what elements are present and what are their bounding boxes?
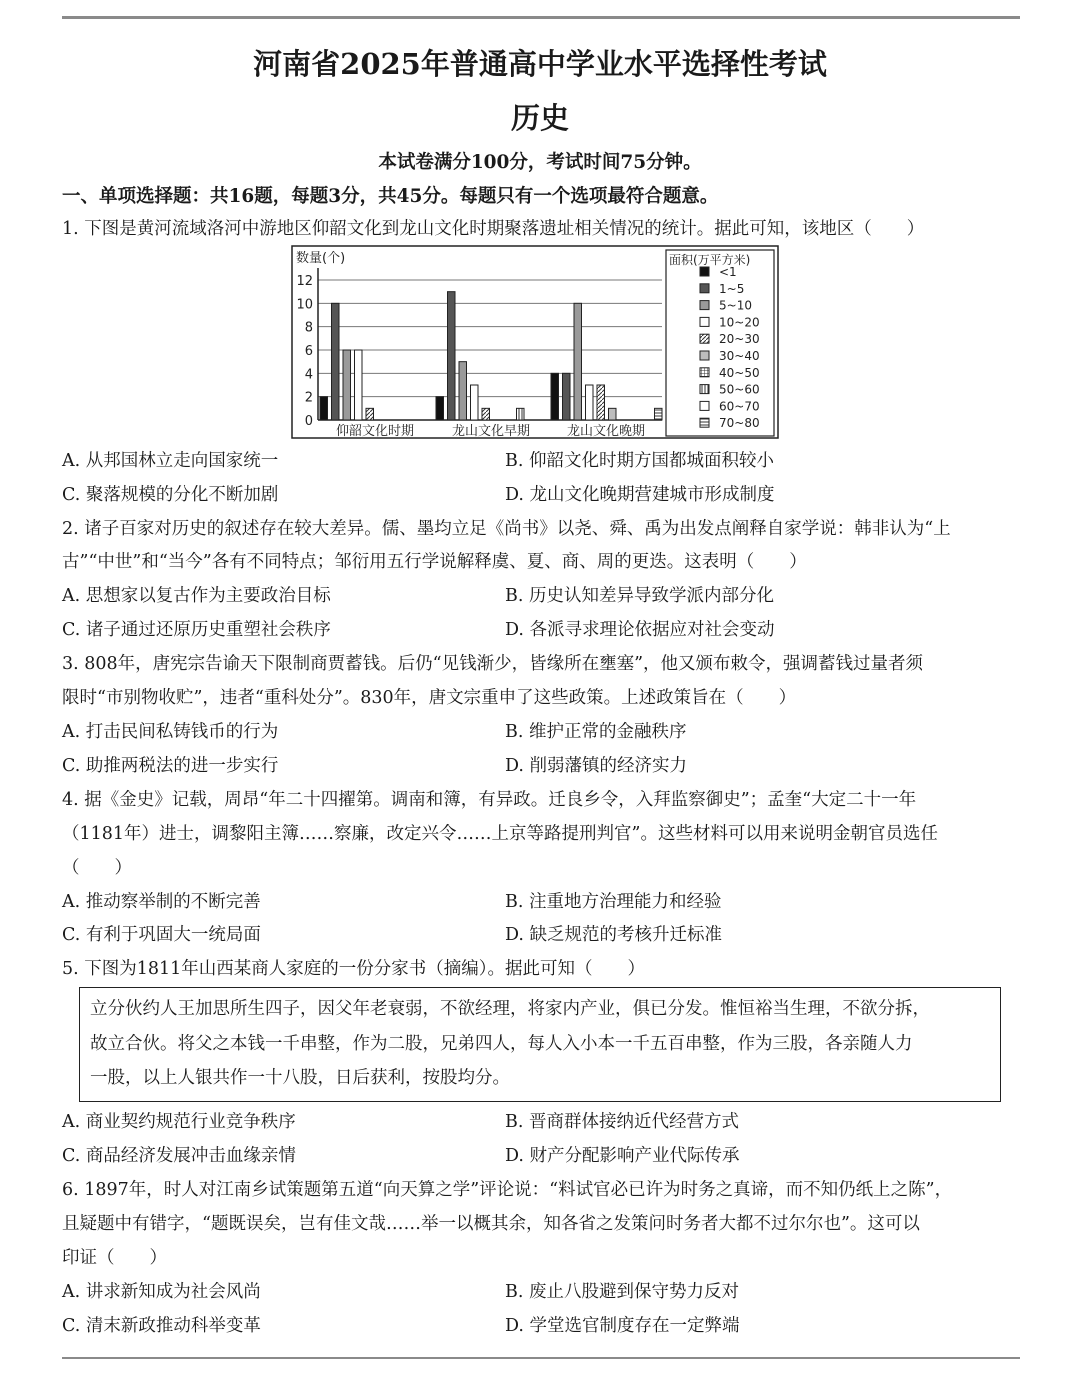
bar — [459, 362, 467, 420]
question-6-option-d: D. 学堂选官制度存在一定弊端 — [505, 1316, 740, 1336]
legend-title: 面积(万平方米) — [669, 253, 751, 267]
question-3-line-1: 3. 808年，唐宪宗告谕天下限制商贾蓄钱。后仍“见钱渐少，皆缘所在壅塞”，他又颁布敕令，强调蓄钱过量者须 — [62, 654, 924, 674]
question-2-option-c: C. 诸子通过还原历史重塑社会秩序 — [62, 620, 331, 640]
question-4-line-2: （1181年）进士，调黎阳主簿……察廉，改定兴令……上京等路提刑判官”。这些材料可以用来说明金朝官员选任 — [62, 824, 938, 844]
legend-label: 20~30 — [719, 332, 760, 347]
subject-title: 历史 — [510, 101, 569, 135]
settlement-chart — [290, 244, 780, 440]
legend-label: <1 — [719, 265, 737, 279]
top-rule — [62, 16, 1020, 19]
question-1-option-d: D. 龙山文化晚期营建城市形成制度 — [505, 485, 775, 505]
bar — [609, 408, 617, 420]
question-6-option-a: A. 讲求新知成为社会风尚 — [62, 1282, 261, 1302]
legend-swatch — [700, 267, 709, 276]
legend-swatch — [700, 385, 709, 394]
y-tick-label: 8 — [304, 320, 313, 336]
bottom-rule — [62, 1357, 1020, 1359]
question-1-option-a: A. 从邦国林立走向国家统一 — [62, 451, 279, 471]
question-3-option-b: B. 维护正常的金融秩序 — [505, 722, 687, 742]
question-4-line-3: （ ） — [62, 858, 132, 878]
question-2-option-b: B. 历史认知差异导致学派内部分化 — [505, 586, 774, 606]
x-category-label: 仰韶文化时期 — [335, 424, 415, 439]
bar — [366, 408, 374, 420]
bar — [655, 408, 663, 420]
legend-swatch — [700, 401, 709, 410]
family-document-line-3: 一股，以上人银共作一十八股，日后获利，按股均分。 — [90, 1068, 510, 1088]
question-6-line-1: 6. 1897年，时人对江南乡试策题第五道“向天算之学”评论说：“料试官必已许为时务之真谛，而不知仍纸上之陈”， — [62, 1180, 953, 1200]
question-6-option-b: B. 废止八股避到保守势力反对 — [505, 1282, 739, 1302]
question-1-option-c: C. 聚落规模的分化不断加剧 — [62, 485, 279, 505]
bar — [517, 408, 525, 420]
section-heading: 一、单项选择题：共16题，每题3分，共45分。每题只有一个选项最符合题意。 — [62, 186, 719, 207]
y-tick-label: 2 — [304, 390, 313, 406]
question-3-option-d: D. 削弱藩镇的经济实力 — [505, 756, 688, 776]
question-2-line-1: 2. 诸子百家对历史的叙述存在较大差异。儒、墨均立足《尚书》以尧、舜、禹为出发点阐释自家学说：韩非认为“上 — [62, 519, 951, 539]
family-document-line-1: 立分伙约人王加思所生四子，因父年老衰弱，不欲经理，将家内产业，俱已分发。惟恒裕当生理，不欲分拆， — [90, 999, 930, 1019]
question-1-line-1: 1. 下图是黄河流域洛河中游地区仰韶文化到龙山文化时期聚落遗址相关情况的统计。据此可知，该地区（ ） — [62, 219, 925, 239]
y-tick-label: 0 — [304, 414, 313, 429]
question-4-line-1: 4. 据《金史》记载，周昂“年二十四擢第。调南和簿，有异政。迁良乡令，入拜监察御史”；孟奎“大定二十一年 — [62, 790, 917, 810]
legend-swatch — [700, 301, 709, 310]
bar — [597, 385, 605, 420]
question-1-option-b: B. 仰韶文化时期方国都城面积较小 — [505, 451, 774, 471]
y-tick-label: 6 — [304, 344, 313, 359]
legend-swatch — [700, 284, 709, 293]
x-category-label: 龙山文化早期 — [451, 424, 531, 439]
question-2-option-a: A. 思想家以复古作为主要政治目标 — [62, 586, 331, 606]
bar — [436, 397, 444, 420]
question-4-option-d: D. 缺乏规范的考核升迁标准 — [505, 925, 723, 945]
y-tick-label: 4 — [304, 367, 313, 383]
legend-label: 5~10 — [719, 298, 752, 313]
question-2-option-d: D. 各派寻求理论依据应对社会变动 — [505, 620, 775, 640]
question-5-option-b: B. 晋商群体接纳近代经营方式 — [505, 1112, 739, 1132]
legend-label: 10~20 — [719, 315, 760, 330]
exam-title: 河南省2025年普通高中学业水平选择性考试 — [253, 47, 827, 81]
bar — [471, 385, 479, 420]
legend-swatch — [700, 368, 709, 377]
bar — [551, 373, 559, 420]
question-5-line-1: 5. 下图为1811年山西某商人家庭的一份分家书（摘编）。据此可知（ ） — [62, 959, 646, 979]
legend-swatch — [700, 351, 709, 360]
bar — [574, 303, 582, 420]
bar — [355, 350, 363, 420]
question-5-option-d: D. 财产分配影响产业代际传承 — [505, 1146, 740, 1166]
question-3-option-c: C. 助推两税法的进一步实行 — [62, 756, 279, 776]
question-4-option-b: B. 注重地方治理能力和经验 — [505, 892, 722, 912]
question-6-option-c: C. 清末新政推动科举变革 — [62, 1316, 261, 1336]
exam-instructions: 本试卷满分100分，考试时间75分钟。 — [378, 152, 702, 173]
question-5-option-c: C. 商品经济发展冲击血缘亲情 — [62, 1146, 296, 1166]
legend-swatch — [700, 334, 709, 343]
legend-label: 30~40 — [719, 349, 760, 363]
y-axis-label: 数量(个) — [296, 251, 346, 266]
question-4-option-a: A. 推动察举制的不断完善 — [62, 892, 261, 912]
question-3-option-a: A. 打击民间私铸钱币的行为 — [62, 722, 279, 742]
bar — [482, 408, 490, 420]
question-5-option-a: A. 商业契约规范行业竞争秩序 — [62, 1112, 296, 1132]
question-4-option-c: C. 有利于巩固大一统局面 — [62, 925, 261, 945]
legend-label: 1~5 — [719, 281, 745, 296]
legend-label: 40~50 — [719, 365, 760, 380]
legend-label: 60~70 — [719, 399, 760, 414]
bar — [448, 292, 456, 420]
question-6-line-2: 且疑题中有错字，“题既误矣，岂有佳文哉……举一以概其余，知各省之发策问时务者大都不过尔尔也”。这可以 — [62, 1214, 920, 1234]
legend-label: 70~80 — [719, 416, 760, 431]
bar — [586, 385, 594, 420]
bar — [343, 350, 351, 420]
question-6-line-3: 印证（ ） — [62, 1248, 167, 1268]
bar — [332, 303, 340, 420]
bar — [563, 373, 571, 420]
question-3-line-2: 限时“市别物收贮”，违者“重科处分”。830年，唐文宗重申了这些政策。上述政策旨在（ ） — [62, 688, 797, 708]
y-tick-label: 10 — [296, 297, 313, 313]
bar — [320, 397, 328, 420]
y-tick-label: 12 — [296, 274, 313, 289]
question-2-line-2: 古”“中世”和“当今”各有不同特点；邹衍用五行学说解释虞、夏、商、周的更迭。这表明（ ） — [62, 552, 807, 572]
family-document-line-2: 故立合伙。将父之本钱一千串整，作为二股，兄弟四人，每人入小本一千五百串整，作为三股，各亲随人力 — [90, 1034, 913, 1054]
legend-label: 50~60 — [719, 382, 760, 397]
x-category-label: 龙山文化晚期 — [566, 424, 646, 439]
legend-swatch — [700, 418, 709, 427]
legend-swatch — [700, 317, 709, 326]
